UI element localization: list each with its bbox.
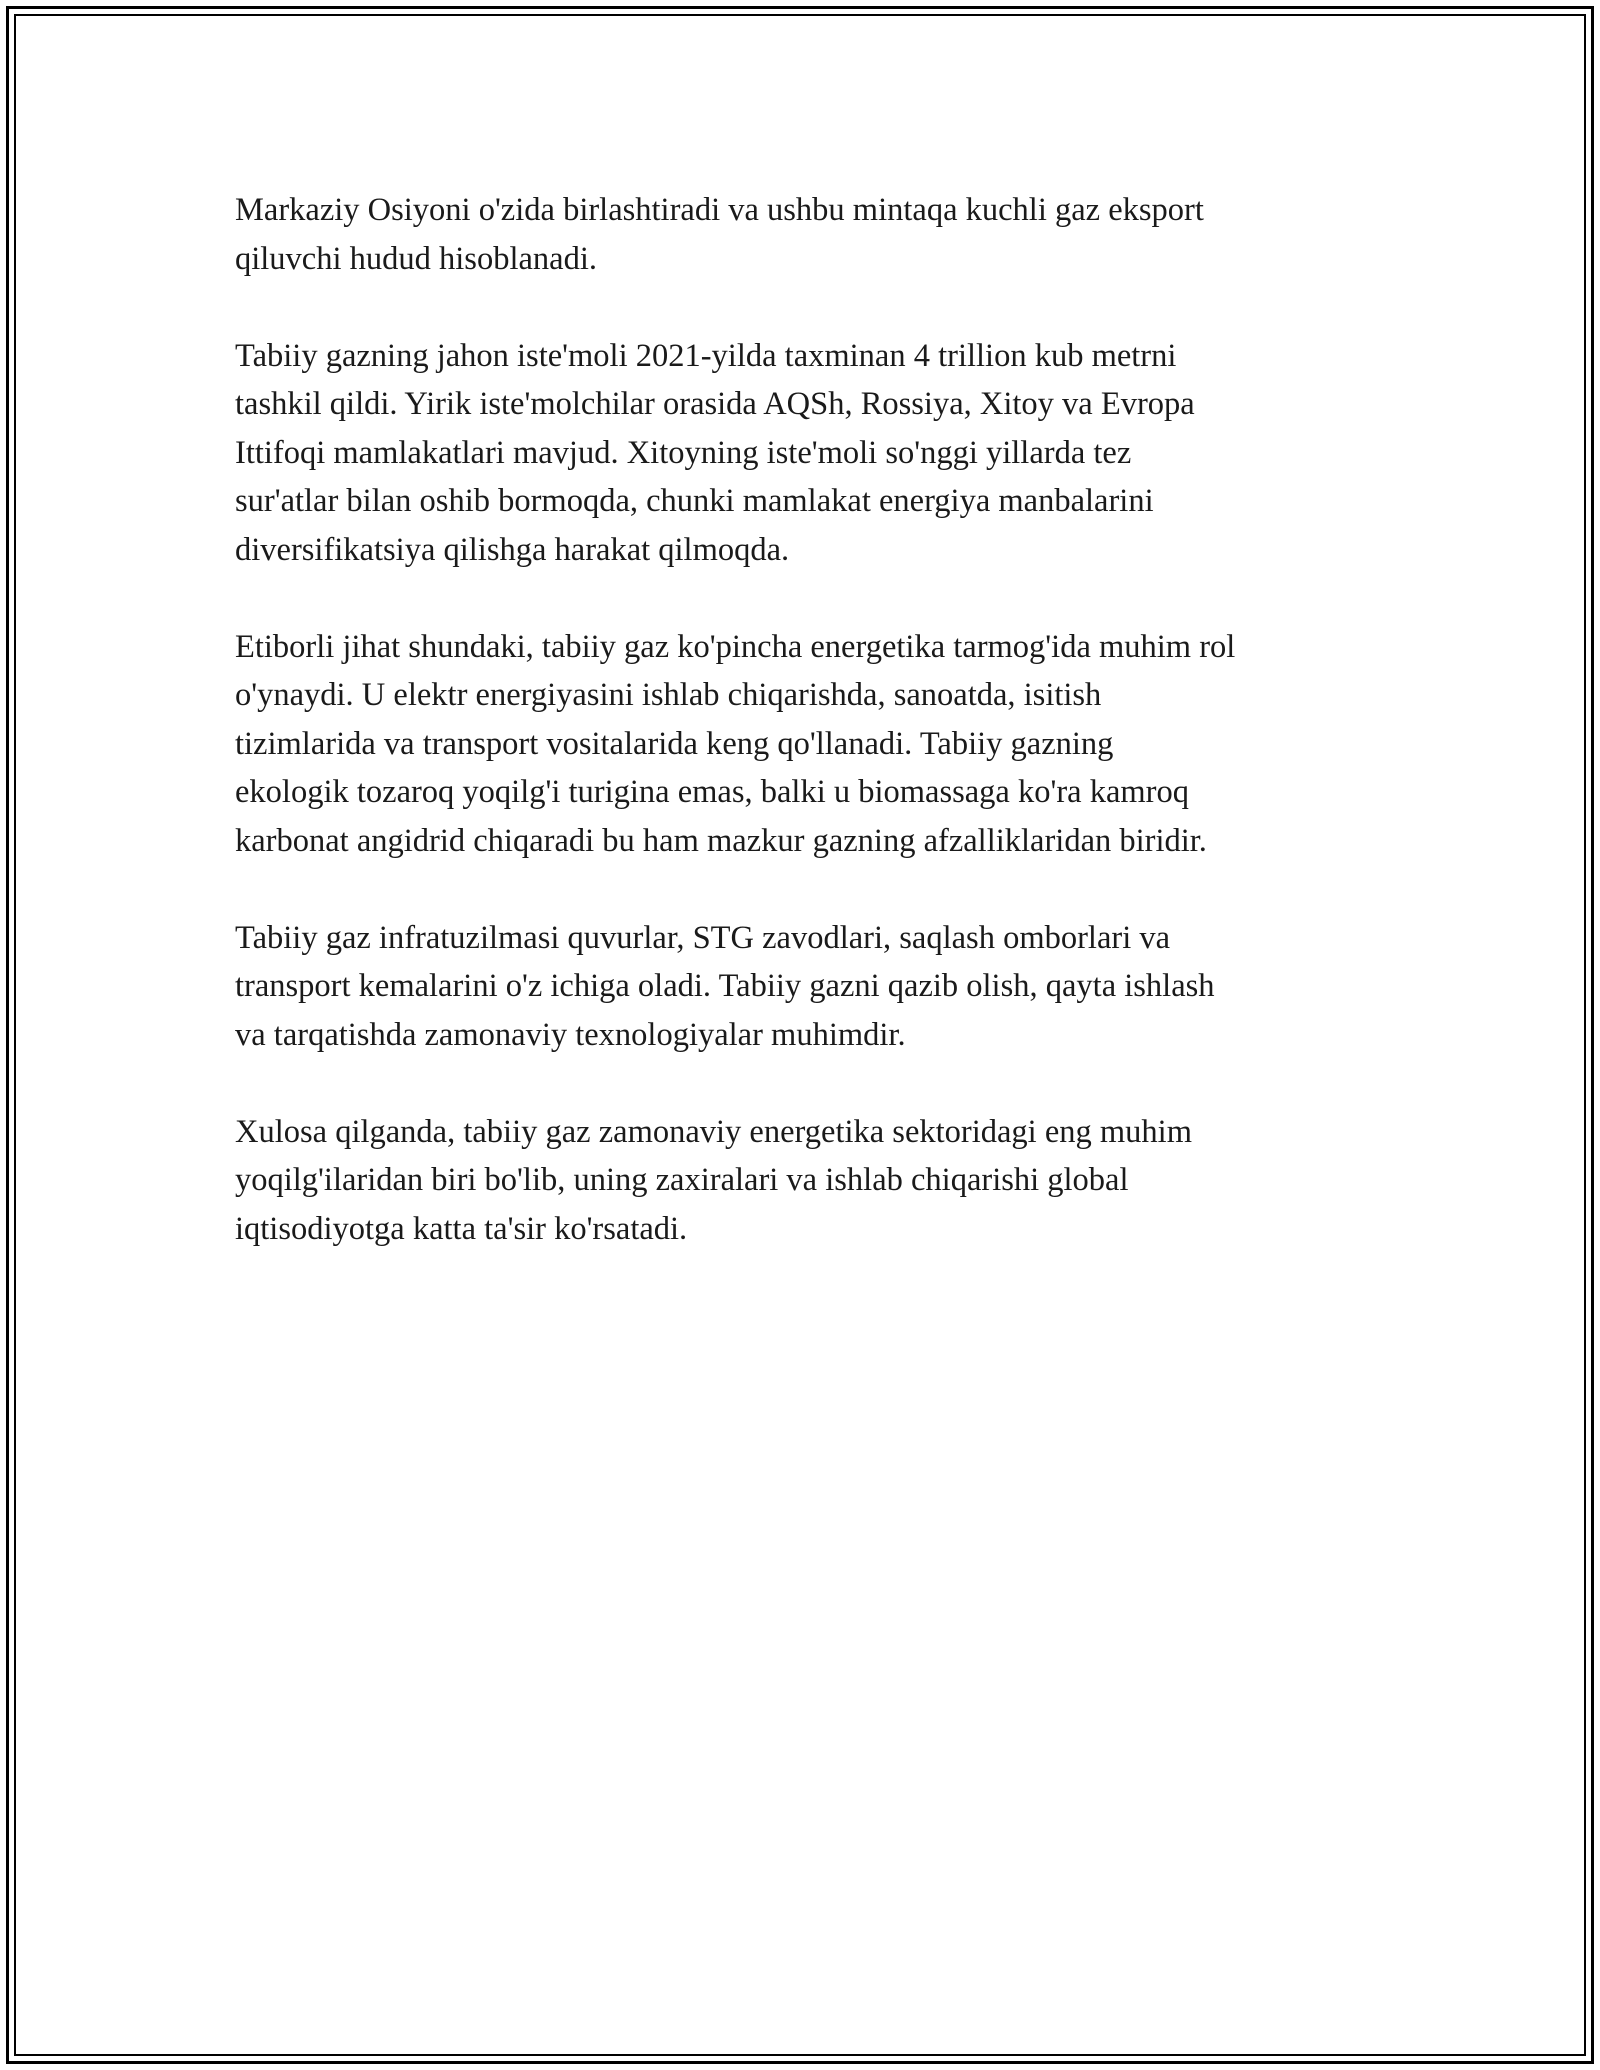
- paragraph-5: Xulosa qilganda, tabiiy gaz zamonaviy energetika sektoridagi eng muhim yoqilg'ilaridan biri bo'lib, uning zaxiralari va ishlab chiqarishi global iqtisodiyotga katta ta'sir ko'rsatadi.: [235, 1113, 1192, 1247]
- paragraph-3: Etiborli jihat shundaki, tabiiy gaz ko'pincha energetika tarmog'ida muhim rol o'ynaydi. U elektr energiyasini ishlab chiqarishda, sanoatda, isitish tizimlarida va transport vositalarida keng qo'llanadi. Tabiiy gazning ekologik tozaroq yoqilg'i turigina emas, balki u biomassaga ko'ra kamroq karbonat angidrid chiqaradi bu ham mazkur gazning afzalliklaridan biridir.: [235, 628, 1236, 859]
- paragraph-2: Tabiiy gazning jahon iste'moli 2021-yilda taxminan 4 trillion kub metrni tashkil qildi. Yirik iste'molchilar orasida AQSh, Rossiya, Xitoy va Evropa Ittifoqi mamlakatlari mavjud. Xitoyning iste'moli so'nggi yillarda tez sur'atlar bilan oshib bormoqda, chunki mamlakat energiya manbalarini diversifikatsiya qilishga harakat qilmoqda.: [235, 337, 1195, 568]
- document-body: [235, 186, 1375, 1302]
- paragraph-4: Tabiiy gaz infratuzilmasi quvurlar, STG zavodlari, saqlash omborlari va transport kemalarini o'z ichiga oladi. Tabiiy gazni qazib olish, qayta ishlash va tarqatishda zamonaviy texnologiyalar muhimdir.: [235, 919, 1215, 1053]
- paragraph-1: Markaziy Osiyoni o'zida birlashtiradi va ushbu mintaqa kuchli gaz eksport qiluvchi hudud hisoblanadi.: [235, 192, 1204, 277]
